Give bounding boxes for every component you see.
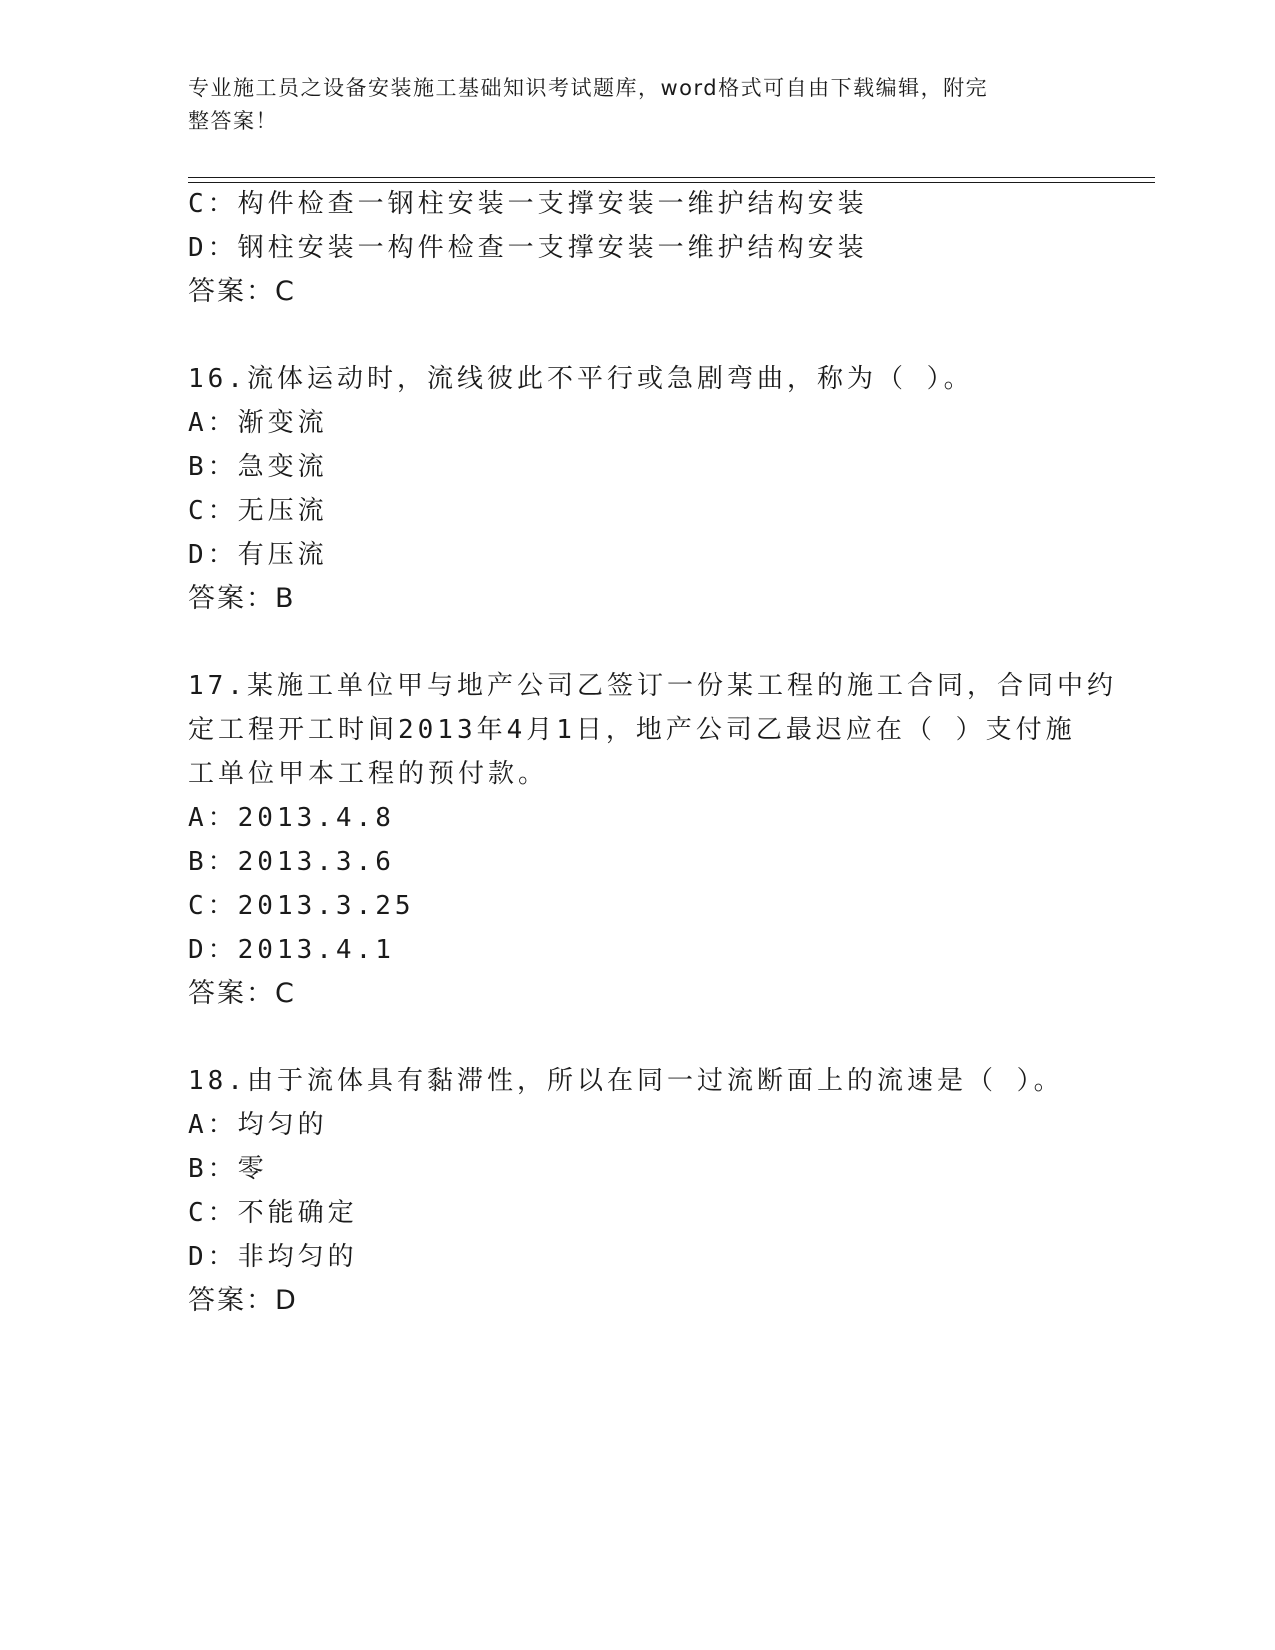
header-divider-bottom bbox=[188, 182, 1155, 183]
q17-option-b: B：2013.3.6 bbox=[188, 847, 395, 877]
q16-option-b: B：急变流 bbox=[188, 452, 328, 482]
q18-answer: 答案：D bbox=[188, 1285, 298, 1316]
header-divider-top bbox=[188, 177, 1155, 178]
q15-answer: 答案：C bbox=[188, 276, 296, 307]
q15-option-c: C：构件检查一钢柱安装一支撑安装一维护结构安装 bbox=[188, 189, 868, 219]
document-header bbox=[188, 72, 1068, 138]
q17-question-line-2: 定工程开工时间2013年4月1日，地产公司乙最迟应在（ ）支付施 bbox=[188, 715, 1076, 745]
q18-option-b: B：零 bbox=[188, 1154, 268, 1184]
q16-option-d: D：有压流 bbox=[188, 540, 328, 570]
header-line-1: 专业施工员之设备安装施工基础知识考试题库，word格式可自由下载编辑，附完 bbox=[188, 76, 989, 100]
q18-option-c: C：不能确定 bbox=[188, 1198, 358, 1228]
q18-question: 18.由于流体具有黏滞性，所以在同一过流断面上的流速是（ ）。 bbox=[188, 1066, 1064, 1096]
q18-option-d: D：非均匀的 bbox=[188, 1242, 358, 1272]
q17-question-line-1: 17.某施工单位甲与地产公司乙签订一份某工程的施工合同，合同中约 bbox=[188, 671, 1117, 701]
q17-option-d: D：2013.4.1 bbox=[188, 935, 395, 965]
q18-option-a: A：均匀的 bbox=[188, 1110, 328, 1140]
q17-answer: 答案：C bbox=[188, 978, 296, 1009]
q16-answer: 答案：B bbox=[188, 583, 296, 614]
q16-option-c: C：无压流 bbox=[188, 496, 328, 526]
q17-question-line-3: 工单位甲本工程的预付款。 bbox=[188, 759, 549, 789]
q16-question: 16.流体运动时，流线彼此不平行或急剧弯曲，称为（ ）。 bbox=[188, 364, 974, 394]
header-line-2: 整答案！ bbox=[188, 109, 278, 133]
q16-option-a: A：渐变流 bbox=[188, 408, 328, 438]
q17-option-a: A：2013.4.8 bbox=[188, 803, 395, 833]
q17-option-c: C：2013.3.25 bbox=[188, 891, 415, 921]
q15-option-d: D：钢柱安装一构件检查一支撑安装一维护结构安装 bbox=[188, 233, 868, 263]
